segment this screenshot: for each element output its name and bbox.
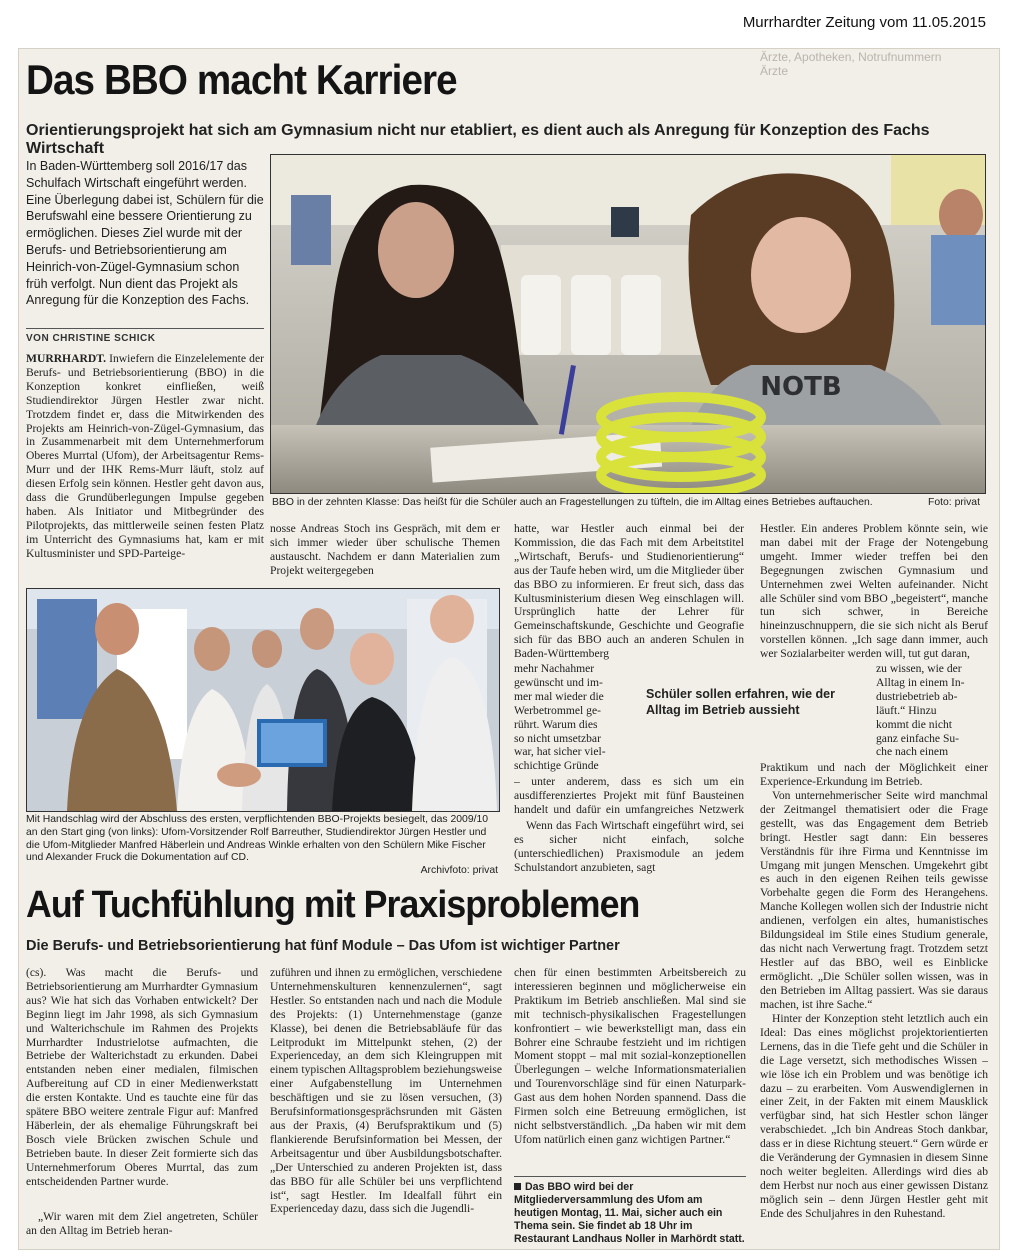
wrap-line: läuft.“ Hinzu [876, 703, 937, 717]
article1-column-3-wrap [514, 662, 624, 773]
info-box-text: Das BBO wird bei der Mitgliederversammlung des Ufom am heutigen Montag, 11. Mai, sicher auch ein Thema sein. Sie findet ab 18 Uhr im Restaurant Landhaus Noller in Marhördt statt. [514, 1181, 745, 1245]
wrap-line: kommt die nicht [876, 717, 952, 731]
wrap-line: Werbetrommel ge- [514, 703, 601, 717]
wrap-line: zu wissen, wie der [876, 662, 962, 675]
tshirt-print: NOTB [760, 372, 842, 402]
article2-column-1-end: „Wir waren mit dem Ziel angetreten, Schüler an den Alltag im Betrieb heran- [26, 1210, 258, 1237]
article1-column-4-cont: Praktikum und nach der Möglichkeit einer Experience-Erkundung im Betrieb. [760, 761, 988, 788]
photo-students-credit: Foto: privat [928, 497, 980, 508]
wrap-line: rührt. Warum dies [514, 717, 598, 731]
divider [514, 1176, 746, 1177]
article1-column-3-cont: – unter anderem, dass es sich um ein ausdifferenziertes Projekt mit fünf Bausteinen handelt und dafür ein umfangreiches Netzwerk [514, 775, 744, 816]
photo-students-illustration [271, 155, 985, 493]
article1-headline: Das BBO macht Karriere [26, 56, 457, 103]
article1-column-4-wrap [876, 662, 988, 759]
article2-column-1: (cs). Was macht die Berufs- und Betriebsorientierung am Murrhardter Gymnasium aus? Wie hat sich das Vorhaben entwickelt? Der Beginn liegt im Jahr 1998, als sich Gymnasium und Walterichschule im Rahmen des Projekts Murrhardter Industrielotse aufmachten, die Betriebe der Walterichstadt zu erkunden. Dabei entstanden neben einer medialen, filmischen Aufbereitung auf CD in einer Medienwerkstatt die ersten Kontakte. Und es tauchte eine für das spätere BBO weitere zentrale Figur auf: Manfred Häberlein, der als ehemalige Führungskraft bei Bosch viele Brücken zwischen Schule und Betrieben baute. In dieser Zeit formierte sich das Unternehmerforum Oberes Murrtal, das zum entscheidenden Partner wurde. [26, 966, 258, 1188]
article1-column-4-section: Von unternehmerischer Seite wird manchmal der Zeitmangel thematisiert oder die Frage gestellt, was das Engagement dem Betrieb bringt. Hestler sagt dann: Ein besseres Verständnis für ihre Firma und Kenntnisse im Umgang mit jungen Menschen. Umgekehrt gibt es auch in den eigenen Reihen teils gewisse Vorbehalte gegen die Form des Herangehens. Manche Kollegen wollen sich der Industrie nicht andienen, verfolgen ein altes, humanistisches Bildungsideal im Stile eines Studium generale, das nicht nach Verwertung fragt. Trotzdem setzt Hestler auf das BBO, weil es Einblicke ermöglicht. „Die Schüler sollen wissen, was in den Betrieben im Alltag passiert. Was sie daraus machen, ist ihre Sache.“ [760, 789, 988, 1011]
wrap-line: Alltag in einem In- [876, 675, 965, 689]
caption-text: Mit Handschlag wird der Abschluss des ersten, verpflichtenden BBO-Projekts besiegelt, das 2009/10 an den Start ging (von links): Ufom-Vorsitzender Rolf Barreuther, Studiendirektor Jürgen Hestler und die Ufom-Mitglieder Manfred Häberlein und Andreas Winkle erhalten von den Schülern Mike Fischer und Alexander Fruck die Dokumentation auf CD. [26, 814, 489, 864]
article1-column-2: nosse Andreas Stoch ins Gespräch, mit dem er sich immer wieder über schulische Themen austauscht. Nachdem er dann Materialien zum Projekt weitergegeben [270, 522, 500, 577]
article1-subheadline: Orientierungsprojekt hat sich am Gymnasium nicht nur etabliert, es dient auch als Anregung für Konzeption des Fachs Wirtschaft [26, 122, 930, 157]
article2-column-2: zuführen und ihnen zu ermöglichen, verschiedene Unternehmenskulturen kennenzulernen“, sagt Hestler. So entstanden nach und nach die Module des Projekts: (1) Unternehmenstage (ganze Klasse), bei denen die Betriebsabläufe für das Leitprodukt im Mittelpunkt stehen, (2) der Experienceday, an dem sich Kleingruppen mit einem typischen Alltagsproblem beziehungsweise einer Aufgabenstellung im Unternehmen beschäftigen und sie zu lösen versuchen, (3) Berufsinformationsgesprächsrunden mit Gästen aus der Praxis, (4) Berufspraktikum und (5) flankierende Berufsinformation bei Messen, der Arbeitsagentur und über Ausbildungsbotschafter. „Der Unterschied zu anderen Projekten ist, dass das BBO für alle Schüler bei uns verpflichtend ist“, sagt Hestler. Im Idealfall führt ein Experienceday dazu, dass sich die Jugendli- [270, 966, 502, 1216]
background-kicker [760, 50, 990, 92]
pull-quote: Schüler sollen erfahren, wie der Alltag im Betrieb aussieht [646, 687, 835, 717]
article1-column-3-end: Wenn das Fach Wirtschaft eingeführt wird, sei es sicher nicht einfach, solche (unterschiedlichen) Praxismodule an jedem Schulstandort anzubieten, sagt [514, 819, 744, 874]
kicker-line: Ärzte, Apotheken, Notrufnummern [760, 50, 942, 64]
kicker-line: Ärzte [760, 64, 789, 78]
wrap-line: gewünscht und im- [514, 675, 603, 689]
wrap-line: che nach einem [876, 745, 949, 759]
article2-column-3: chen für einen bestimmten Arbeitsbereich zu interessieren beginnen und möglicherweise ein Praktikum im Betrieb anschließen. Mal sind sie mit technisch-physikalischen Fragestellungen konfrontiert – wie bewerkstelligt man, dass ein Bohrer eine Schraube festzieht und im richtigen Moment stoppt – mal mit sozial-konzeptionellen Überlegungen – welche Informationsmaterialien und Tourenvorschläge sind für einen Naturpark-Gast aus dem hohen Norden spannend. Dass die Firmen solch eine Betreuung ermöglichen, ist nicht selbstverständlich. „Da haben wir mit dem Ufom natürlich einen ganz wichtigen Partner.“ [514, 966, 746, 1146]
photo-handshake [26, 588, 500, 812]
photo-students-caption: BBO in der zehnten Klasse: Das heißt für die Schüler auch an Fragestellungen zu tüfteln, die im Alltag eines Betriebes auftauchen. [272, 497, 873, 508]
square-bullet-icon [514, 1183, 521, 1190]
photo-handshake-credit: Archivfoto: privat [420, 865, 498, 877]
wrap-line: war, hat sicher viel- [514, 745, 606, 759]
wrap-line: dustriebetrieb ab- [876, 689, 958, 703]
article1-column-3: hatte, war Hestler auch einmal bei der Kommission, die das Fach mit dem Arbeitstitel „Wirtschaft, Berufs- und Studienorientierung“ aus der Taufe heben wird, um die Mitglieder über das BBO zu informieren. Er freut sich, dass das Kultusministerium diesen Weg einschlagen will. Ursprünglich hatte der Lehrer für Gemeinschaftskunde, Geschichte und Geografie sich für das BBO auch an anderen Schulen in Baden-Württemberg [514, 522, 744, 661]
column-text: Inwiefern die Einzelelemente der Berufs- und Betriebsorientierung (BBO) in die Konzeption konkret einfließen, weiß Studiendirektor Jürgen Hestler zwar nicht. Trotzdem findet er, dass die Mitwirkenden des Projekts am Heinrich-von-Zügel-Gymnasium, das in Zusammenarbeit mit dem Unternehmerforum Oberes Murrtal (Ufom), der Arbeitsagentur Rems-Murr und der IHK Rems-Murr läuft, stolz auf diesen Erfolg sein können. Hestler geht davon aus, dass die Grundüberlegungen Impulse gegeben haben. Als Initiator und Mitbegründer des Pilotprojekts, das mittlerweile seinen festen Platz im Unterricht des Gymnasiums hat, kam er mit Kultusminister und SPD-Parteige- [26, 352, 264, 560]
article1-column-4: Hestler. Ein anderes Problem könnte sein, wie man dabei mit der Frage der Notengebung umgeht. Immer wieder treffen bei den Begegnungen zwischen Gymnasium und Unternehmen zwei Welten aufeinander. Nicht alle Schüler sind vom BBO „begeistert“, manche tun sich schwer, in Bereiche hineinzuschnuppern, die sie sich nicht als Beruf vorstellen können. „Ich sage dann immer, auch wer Sozialarbeiter werden will, tut gut daran, [760, 522, 988, 661]
photo-students [270, 154, 986, 494]
article1-intro: In Baden-Württemberg soll 2016/17 das Schulfach Wirtschaft eingeführt werden. Eine Überlegung dabei ist, Schülern für die Berufswahl eine bessere Orientierung zu ermöglichen. Dieses Ziel wurde mit der Berufs- und Betriebsorientierung am Heinrich-von-Zügel-Gymnasium schon früh verfolgt. Nun dient das Projekt als Anregung für die Konzeption des Fachs. [26, 159, 264, 308]
divider [26, 328, 264, 329]
article2-subheadline: Die Berufs- und Betriebsorientierung hat fünf Module – Das Ufom ist wichtiger Partner [26, 938, 620, 954]
photo-handshake-caption [26, 814, 498, 878]
wrap-line: ganz einfache Su- [876, 731, 960, 745]
wrap-line: mehr Nachahmer [514, 662, 595, 675]
article2-headline: Auf Tuchfühlung mit Praxisproblemen [26, 884, 640, 926]
wrap-line: so nicht umsetzbar [514, 731, 601, 745]
dateline: MURRHARDT. [26, 352, 106, 365]
wrap-line: mer mal wieder die [514, 689, 604, 703]
info-box [514, 1181, 746, 1246]
photo-handshake-illustration [27, 589, 499, 811]
source-line: Murrhardter Zeitung vom 11.05.2015 [742, 14, 986, 31]
article1-column-4-end: Hinter der Konzeption steht letztlich auch ein Ideal: Das eines möglichst projektorientierten Lernens, das in die Tiefe geht und die Schüler in die Lage versetzt, sich methodisches Wissen – wie löse ich ein Problem und was benötige ich dazu – zu erarbeiten. Vom Auswendiglernen in einer Zeit, in der Fakten mit einem Mausklick verfügbar sind, hat sich Hestler schon länger verabschiedet. „Ich bin Andreas Stoch dankbar, dass er in diese Richtung steuert.“ Gern würde er die Veränderung der Gymnasien in diesem Sinne noch weiter begleiten. Allerdings wird dies ab dem Herbst nur noch aus einer gewissen Distanz möglich sein – denn Jürgen Hestler geht mit Ende des Schuljahres in den Ruhestand. [760, 1012, 988, 1220]
byline: VON CHRISTINE SCHICK [26, 333, 156, 344]
wrap-line: schichtige Gründe [514, 759, 599, 773]
article1-column-1 [26, 352, 264, 572]
